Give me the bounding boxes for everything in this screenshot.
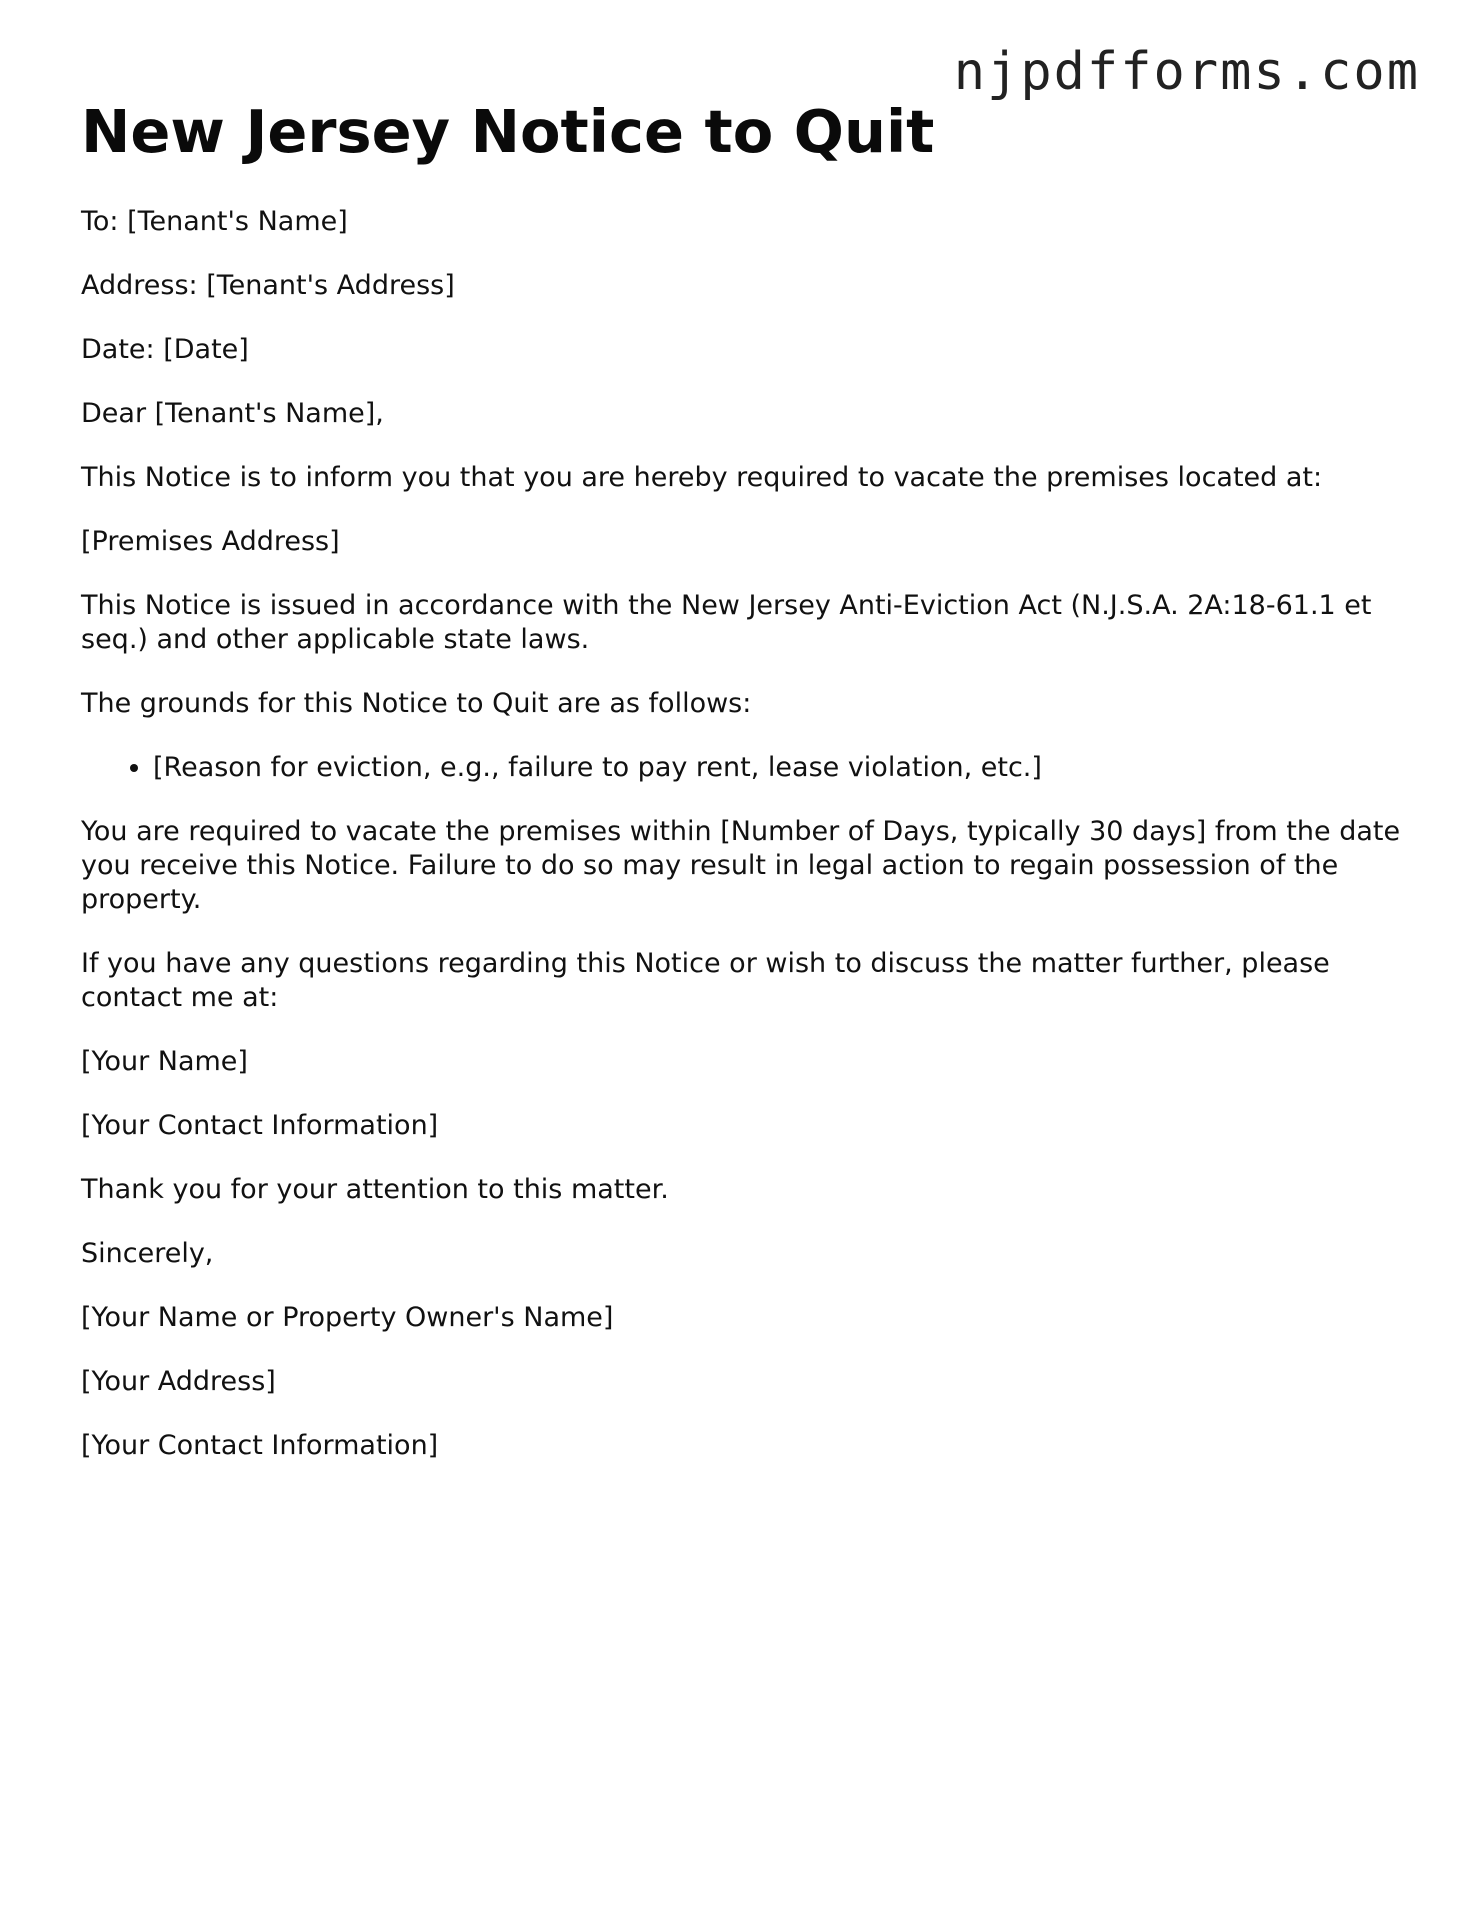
intro-paragraph: This Notice is to inform you that you are hereby required to vacate the premises located at: xyxy=(81,461,1323,493)
grounds-list xyxy=(81,751,1401,785)
document-body xyxy=(81,97,1401,1493)
address-line: Address: [Tenant's Address] xyxy=(81,269,455,301)
site-watermark: njpdfforms.com xyxy=(953,42,1420,102)
contact-name: [Your Name] xyxy=(81,1045,248,1077)
signature-contact: [Your Contact Information] xyxy=(81,1429,439,1461)
date-line: Date: [Date] xyxy=(81,333,249,365)
grounds-intro: The grounds for this Notice to Quit are as follows: xyxy=(81,687,752,719)
contact-intro-paragraph: If you have any questions regarding this Notice or wish to discuss the matter further, please contact me at: xyxy=(81,947,1330,1013)
vacate-requirement-paragraph: You are required to vacate the premises within [Number of Days, typically 30 days] from the date you receive this Notice. Failure to do so may result in legal action to regain possession of the property. xyxy=(81,815,1401,915)
thanks-line: Thank you for your attention to this matter. xyxy=(81,1173,669,1205)
signature-name: [Your Name or Property Owner's Name] xyxy=(81,1301,614,1333)
salutation: Dear [Tenant's Name], xyxy=(81,397,384,429)
signature-address: [Your Address] xyxy=(81,1365,276,1397)
premises-address: [Premises Address] xyxy=(81,525,340,557)
recipient-line: To: [Tenant's Name] xyxy=(81,205,348,237)
legal-basis-paragraph: This Notice is issued in accordance with the New Jersey Anti-Eviction Act (N.J.S.A. 2A:18-61.1 et seq.) and other applicable state laws. xyxy=(81,589,1372,655)
document-title: New Jersey Notice to Quit xyxy=(81,97,935,166)
closing-line: Sincerely, xyxy=(81,1237,214,1269)
contact-info: [Your Contact Information] xyxy=(81,1109,439,1141)
grounds-list-item: • [Reason for eviction, e.g., failure to pay rent, lease violation, etc.] xyxy=(153,751,1401,785)
